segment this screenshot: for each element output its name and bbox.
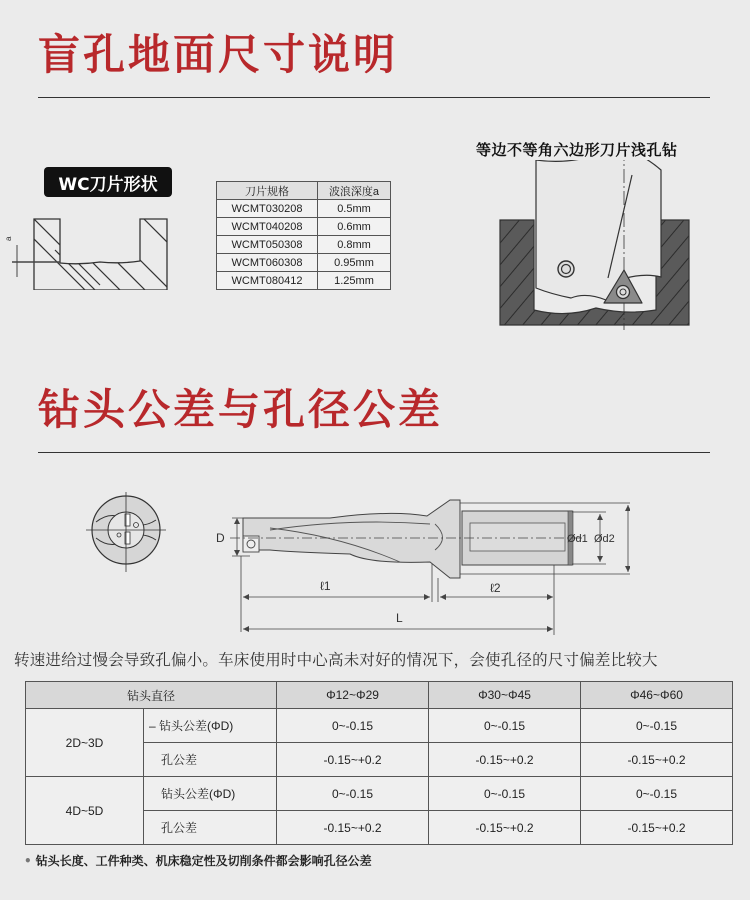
dim-label-d2: Ød2 <box>594 533 615 545</box>
header-wave-depth: 波浪深度a <box>318 182 391 200</box>
cell-value: -0.15~+0.2 <box>429 811 581 845</box>
dim-label-l1: ℓ1 <box>320 579 331 593</box>
cell-value: -0.15~+0.2 <box>277 811 429 845</box>
row-label: 孔公差 <box>144 811 277 845</box>
table-row <box>26 777 733 811</box>
insert-model: WCMT080412 <box>217 272 318 290</box>
wc-insert-shape-label: WC刀片形状 <box>44 167 172 197</box>
table-row <box>217 236 391 254</box>
insert-model: WCMT040208 <box>217 218 318 236</box>
row-label: 孔公差 <box>144 743 277 777</box>
wave-depth: 0.5mm <box>318 200 391 218</box>
table-row <box>217 200 391 218</box>
header-range: Φ46~Φ60 <box>581 682 733 709</box>
cell-value: 0~-0.15 <box>581 709 733 743</box>
table-row <box>217 218 391 236</box>
table-row <box>26 709 733 743</box>
wave-depth: 0.95mm <box>318 254 391 272</box>
group-label: 4D~5D <box>26 777 144 845</box>
drill-end-view-diagram <box>86 492 166 572</box>
insert-model: WCMT060308 <box>217 254 318 272</box>
divider <box>38 452 710 453</box>
tolerance-table <box>25 681 733 845</box>
dim-label-d1: Ød1 <box>567 533 588 545</box>
section-title-blind-hole: 盲孔地面尺寸说明 <box>38 30 399 79</box>
cell-value: 0~-0.15 <box>581 777 733 811</box>
table-header-row <box>26 682 733 709</box>
drill-side-view-dimension-diagram <box>210 490 630 640</box>
cell-value: -0.15~+0.2 <box>429 743 581 777</box>
cell-value: 0~-0.15 <box>429 709 581 743</box>
hex-insert-drill-title: 等边不等角六边形刀片浅孔钻 <box>476 141 678 159</box>
cell-value: 0~-0.15 <box>277 777 429 811</box>
cell-value: -0.15~+0.2 <box>581 811 733 845</box>
cell-value: -0.15~+0.2 <box>277 743 429 777</box>
row-label: 钻头公差(ΦD) <box>144 777 277 811</box>
speed-feed-note: 转速进给过慢会导致孔偏小。车床使用时中心高未对好的情况下，会使孔径的尺寸偏差比较大 <box>14 651 658 669</box>
footnote <box>24 852 372 869</box>
footnote-text: 钻头长度、工件种类、机床稳定性及切削条件都会影响孔径公差 <box>35 854 372 868</box>
header-drill-diameter: 钻头直径 <box>26 682 277 709</box>
wave-depth-marker: a <box>4 236 13 241</box>
dim-label-D: D <box>216 531 225 545</box>
insert-model: WCMT050308 <box>217 236 318 254</box>
wave-depth: 0.6mm <box>318 218 391 236</box>
cell-value: -0.15~+0.2 <box>581 743 733 777</box>
wave-depth: 0.8mm <box>318 236 391 254</box>
table-row <box>217 254 391 272</box>
bullet-icon: • <box>24 854 32 868</box>
group-label: 2D~3D <box>26 709 144 777</box>
dim-label-l2: ℓ2 <box>490 581 501 595</box>
section-title-tolerance: 钻头公差与孔径公差 <box>38 385 444 434</box>
insert-model: WCMT030208 <box>217 200 318 218</box>
table-row <box>217 272 391 290</box>
header-range: Φ12~Φ29 <box>277 682 429 709</box>
cell-value: 0~-0.15 <box>429 777 581 811</box>
divider <box>38 97 710 98</box>
wave-depth: 1.25mm <box>318 272 391 290</box>
header-range: Φ30~Φ45 <box>429 682 581 709</box>
header-insert-spec: 刀片规格 <box>217 182 318 200</box>
shallow-hole-drill-diagram <box>496 160 696 330</box>
insert-spec-table <box>216 181 391 290</box>
wc-groove-cross-section-diagram <box>0 205 180 290</box>
cell-value: 0~-0.15 <box>277 709 429 743</box>
row-label: – 钻头公差(ΦD) <box>144 709 277 743</box>
dim-label-L: L <box>396 611 403 625</box>
